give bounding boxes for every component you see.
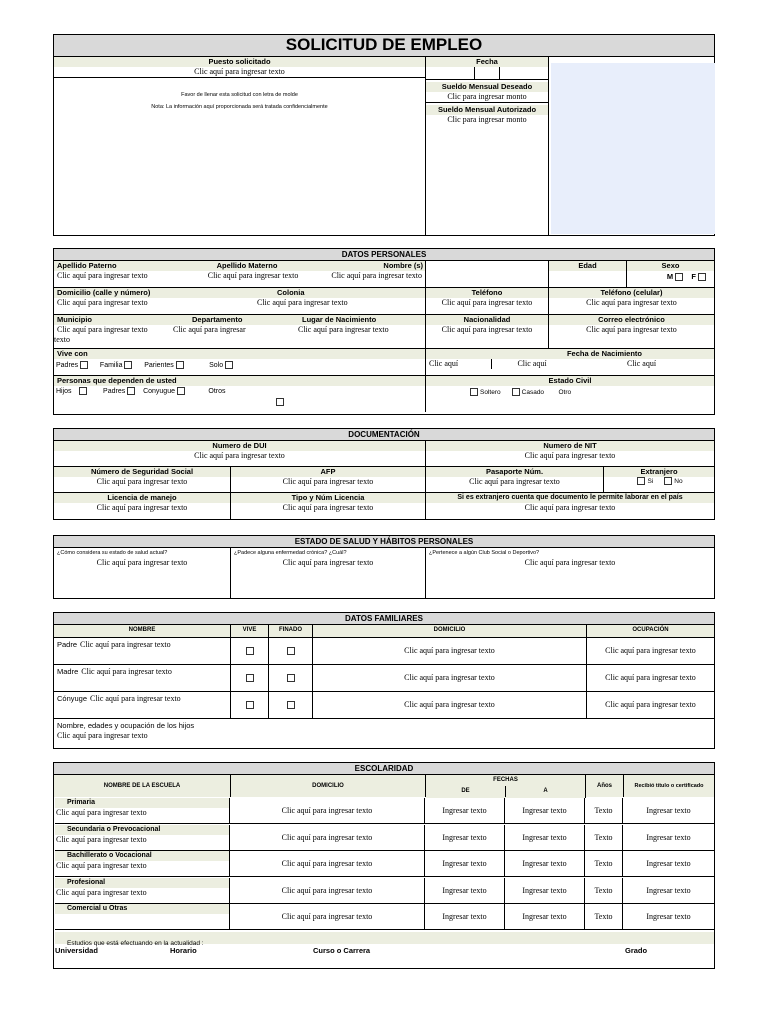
- extranjero-label: Extranjero: [604, 467, 714, 477]
- school-a-input[interactable]: Ingresar texto: [505, 851, 585, 876]
- col-anos: Años: [586, 775, 624, 797]
- school-de-input[interactable]: Ingresar texto: [425, 798, 505, 823]
- padre-vive-checkbox[interactable]: [246, 647, 254, 655]
- madre-ocupacion-input[interactable]: Clic aquí para ingresar texto: [605, 673, 696, 682]
- col-domicilio: DOMICILIO: [313, 625, 587, 637]
- col-vive: VIVE: [231, 625, 269, 637]
- section-title: ESCOLARIDAD: [54, 763, 714, 775]
- sueldo-autorizado-input[interactable]: Clic para ingresar monto: [447, 115, 527, 124]
- grado-label: Grado: [625, 946, 648, 955]
- madre-label: Madre: [57, 667, 79, 676]
- madre-domicilio-input[interactable]: Clic aquí para ingresar texto: [313, 665, 587, 691]
- padre-domicilio-input[interactable]: Clic aquí para ingresar texto: [313, 638, 587, 664]
- school-titulo-input[interactable]: Ingresar texto: [646, 806, 691, 815]
- correo-label: Correo electrónico: [549, 315, 714, 325]
- table-row: [55, 851, 714, 877]
- dependientes-label: Personas que dependen de usted: [54, 376, 425, 386]
- extranjero-no-checkbox[interactable]: [664, 477, 672, 485]
- padre-label: Padre: [57, 640, 78, 649]
- municipio-input[interactable]: Clic aquí para ingresar texto: [57, 325, 148, 334]
- salud-q2-label: ¿Padece alguna enfermedad crónica? ¿Cuál?: [234, 550, 347, 556]
- pasaporte-input[interactable]: Clic aquí para ingresar texto: [469, 477, 560, 486]
- domicilio-input[interactable]: Clic aquí para ingresar texto: [57, 298, 148, 307]
- col-escuela: NOMBRE DE LA ESCUELA: [54, 775, 231, 797]
- madre-vive-checkbox[interactable]: [246, 674, 254, 682]
- hijos-input[interactable]: Clic aquí para ingresar texto: [57, 731, 148, 740]
- section-title: DATOS FAMILIARES: [54, 613, 714, 625]
- estado-civil-label: Estado Civil: [426, 376, 714, 386]
- school-de-input[interactable]: Ingresar texto: [425, 825, 505, 850]
- dui-input[interactable]: Clic aquí para ingresar texto: [194, 451, 285, 460]
- seguro-label: Número de Seguridad Social: [54, 467, 230, 477]
- school-anos-input[interactable]: Texto: [585, 904, 623, 929]
- actualidad-row: [55, 945, 714, 959]
- vive-familia-checkbox[interactable]: [124, 361, 132, 369]
- dep-conyugue-checkbox[interactable]: [177, 387, 185, 395]
- school-a-input[interactable]: Ingresar texto: [505, 878, 585, 903]
- extranjero-options: Si No: [604, 477, 714, 487]
- colonia-label: Colonia: [277, 288, 305, 297]
- sexo-label: Sexo: [627, 261, 714, 271]
- section-title: DOCUMENTACIÓN: [54, 429, 714, 441]
- fecha-input[interactable]: [426, 67, 548, 80]
- correo-input[interactable]: Clic aquí para ingresar texto: [586, 325, 677, 334]
- padre-ocupacion-input[interactable]: Clic aquí para ingresar texto: [605, 646, 696, 655]
- section-title: ESTADO DE SALUD Y HÁBITOS PERSONALES: [54, 536, 714, 548]
- salud-q3-label: ¿Pertenece a algún Club Social o Deportivo?: [429, 550, 540, 556]
- dep-padres-checkbox[interactable]: [127, 387, 135, 395]
- school-a-input[interactable]: Ingresar texto: [505, 798, 585, 823]
- datos-personales-section: [53, 248, 715, 415]
- conyuge-finado-checkbox[interactable]: [287, 701, 295, 709]
- conyuge-input[interactable]: Clic aquí para ingresar texto: [90, 694, 181, 703]
- col-de: DE: [426, 786, 506, 797]
- vive-con-options: Padres Familia Parientes Solo: [54, 359, 425, 373]
- nacionalidad-input[interactable]: Clic aquí para ingresar texto: [441, 325, 533, 334]
- documentacion-section: [53, 428, 715, 520]
- tipo-licencia-label: Tipo y Núm Licencia: [231, 493, 425, 503]
- school-name-input[interactable]: Clic aquí para ingresar texto: [56, 887, 147, 897]
- school-level-label: Bachillerato o Vocacional: [55, 851, 229, 861]
- sueldo-deseado-input[interactable]: Clic para ingresar monto: [426, 92, 548, 103]
- school-anos-input[interactable]: Texto: [585, 825, 623, 850]
- col-nombre: NOMBRE: [54, 625, 231, 637]
- edad-label: Edad: [549, 261, 626, 271]
- school-de-input[interactable]: Ingresar texto: [425, 878, 505, 903]
- school-level-label: Profesional: [55, 878, 229, 888]
- curso-label: Curso o Carrera: [313, 946, 371, 955]
- familiares-section: [53, 612, 715, 749]
- table-row: [54, 638, 714, 665]
- school-anos-input[interactable]: Texto: [585, 851, 623, 876]
- table-row: [55, 798, 714, 824]
- school-titulo-input[interactable]: Ingresar texto: [646, 859, 691, 869]
- school-domicilio-input[interactable]: Clic aquí para ingresar texto: [230, 904, 425, 929]
- casado-checkbox[interactable]: [512, 388, 520, 396]
- table-row: [54, 692, 714, 719]
- school-name-input[interactable]: Clic aquí para ingresar texto: [56, 834, 147, 844]
- sexo-f-checkbox[interactable]: [698, 273, 706, 281]
- school-a-input[interactable]: Ingresar texto: [505, 825, 585, 850]
- sexo-m-checkbox[interactable]: [675, 273, 683, 281]
- dependientes-options: Hijos Padres Conyugue Otros: [56, 388, 226, 395]
- fecha-label: Fecha: [426, 57, 548, 67]
- school-titulo-input[interactable]: Ingresar texto: [646, 832, 691, 842]
- departamento-label: Departamento: [192, 315, 243, 324]
- salud-q1-input[interactable]: Clic aquí para ingresar texto: [96, 558, 188, 567]
- school-anos-input[interactable]: Texto: [585, 878, 623, 903]
- salud-q2-input[interactable]: Clic aquí para ingresar texto: [282, 558, 374, 567]
- padre-input[interactable]: Clic aquí para ingresar texto: [80, 640, 171, 649]
- dep-hijos-checkbox[interactable]: [79, 387, 87, 395]
- school-titulo-input[interactable]: Ingresar texto: [646, 885, 691, 895]
- telefono-input[interactable]: Clic aquí para ingresar texto: [441, 298, 533, 307]
- table-row: [55, 825, 714, 851]
- school-a-input[interactable]: Ingresar texto: [505, 904, 585, 929]
- school-level-label: Comercial u Otras: [55, 904, 229, 914]
- lugar-nacimiento-label: Lugar de Nacimiento: [302, 315, 377, 324]
- afp-input[interactable]: Clic aquí para ingresar texto: [282, 477, 374, 486]
- fecha-nacimiento-label: Fecha de Nacimiento: [426, 349, 714, 359]
- doc-extranjero-input[interactable]: Clic aquí para ingresar texto: [524, 503, 616, 512]
- celular-label: Teléfono (celular): [549, 288, 714, 298]
- doc-extranjero-label: Si es extranjero cuenta que documento le permite laborar en el país: [426, 493, 714, 503]
- conyuge-vive-checkbox[interactable]: [246, 701, 254, 709]
- school-de-input[interactable]: Ingresar texto: [425, 851, 505, 876]
- telefono-label: Teléfono: [426, 288, 548, 298]
- school-name-input[interactable]: Clic aquí para ingresar texto: [56, 808, 147, 817]
- nombres-label: Nombre (s): [383, 261, 423, 270]
- vive-parientes-checkbox[interactable]: [176, 361, 184, 369]
- sueldo-deseado-label: Sueldo Mensual Deseado: [426, 82, 548, 92]
- school-anos-input[interactable]: Texto: [585, 798, 623, 823]
- fecha-nac-dia[interactable]: Clic aquí: [429, 359, 492, 369]
- sueldo-autorizado-label: Sueldo Mensual Autorizado: [426, 105, 548, 115]
- school-domicilio-input[interactable]: Clic aquí para ingresar texto: [230, 825, 425, 850]
- apellido-materno-input[interactable]: Clic aquí para ingresar texto: [207, 271, 299, 280]
- table-row: [54, 665, 714, 692]
- pasaporte-label: Pasaporte Núm.: [426, 467, 603, 477]
- extranjero-si-checkbox[interactable]: [637, 477, 645, 485]
- conyuge-domicilio-input[interactable]: Clic aquí para ingresar texto: [313, 692, 587, 718]
- school-titulo-input[interactable]: Ingresar texto: [646, 912, 691, 922]
- nit-input[interactable]: Clic aquí para ingresar texto: [524, 451, 616, 460]
- salud-q3-input[interactable]: Clic aquí para ingresar texto: [524, 558, 616, 567]
- instruction-text: Favor de llenar esta solicitud con letra de molde: [181, 92, 298, 98]
- school-name-input[interactable]: Clic aquí para ingresar texto: [56, 861, 147, 871]
- nit-label: Numero de NIT: [426, 441, 714, 451]
- nacionalidad-label: Nacionalidad: [426, 315, 548, 325]
- padre-finado-checkbox[interactable]: [287, 647, 295, 655]
- form-title: SOLICITUD DE EMPLEO: [54, 35, 714, 57]
- table-row: [55, 904, 714, 930]
- actualidad-label: Estudios que está efectuando en la actualidad :: [67, 940, 204, 947]
- seguro-input[interactable]: Clic aquí para ingresar texto: [96, 477, 188, 486]
- puesto-label: Puesto solicitado: [54, 57, 425, 67]
- dep-otros-checkbox[interactable]: [276, 398, 284, 406]
- school-domicilio-input[interactable]: Clic aquí para ingresar texto: [230, 798, 425, 823]
- col-titulo: Recibió título o certificado: [624, 775, 714, 797]
- section-title: DATOS PERSONALES: [54, 249, 714, 261]
- lugar-nacimiento-input[interactable]: Clic aquí para ingresar texto: [298, 325, 389, 334]
- fecha-nac-mes[interactable]: Clic aquí: [517, 359, 547, 368]
- universidad-label: Universidad: [55, 946, 98, 955]
- salud-section: [53, 535, 715, 599]
- table-row: [55, 878, 714, 904]
- school-domicilio-input[interactable]: Clic aquí para ingresar texto: [230, 851, 425, 876]
- vive-solo-checkbox[interactable]: [225, 361, 233, 369]
- licencia-label: Licencia de manejo: [54, 493, 230, 503]
- col-fechas: FECHAS: [426, 775, 585, 786]
- school-level-label: Secundaria o Prevocacional: [55, 825, 229, 835]
- colonia-input[interactable]: Clic aquí para ingresar texto: [257, 298, 348, 307]
- school-domicilio-input[interactable]: Clic aquí para ingresar texto: [230, 878, 425, 903]
- licencia-input[interactable]: Clic aquí para ingresar texto: [96, 503, 188, 512]
- photo-area[interactable]: [551, 63, 715, 234]
- municipio-label: Municipio: [57, 315, 92, 324]
- afp-label: AFP: [231, 467, 425, 477]
- nombres-input[interactable]: Clic aquí para ingresar texto: [331, 271, 422, 280]
- school-level-label: Primaria: [55, 798, 229, 808]
- col-ocupacion: OCUPACIÓN: [587, 625, 714, 637]
- actualidad-bar: [55, 932, 714, 947]
- conyuge-ocupacion-input[interactable]: Clic aquí para ingresar texto: [605, 700, 696, 709]
- hijos-label: Nombre, edades y ocupación de los hijos: [57, 721, 195, 730]
- departamento-input[interactable]: Clic aquí para ingresar: [173, 325, 246, 334]
- celular-input[interactable]: Clic aquí para ingresar texto: [586, 298, 677, 307]
- apellido-paterno-input[interactable]: Clic aquí para ingresar texto: [57, 271, 148, 280]
- madre-input[interactable]: Clic aquí para ingresar texto: [81, 667, 172, 676]
- wrap-text: texto: [54, 335, 70, 344]
- apellido-paterno-label: Apellido Paterno: [57, 261, 117, 270]
- sexo-options: M F: [627, 271, 714, 283]
- estado-civil-options: Soltero Casado Otro: [426, 386, 714, 400]
- col-finado: FINADO: [269, 625, 313, 637]
- soltero-checkbox[interactable]: [470, 388, 478, 396]
- salud-q1-label: ¿Cómo considera su estado de salud actual?: [57, 550, 168, 556]
- horario-label: Horario: [170, 946, 197, 955]
- dui-label: Numero de DUI: [54, 441, 425, 451]
- school-de-input[interactable]: Ingresar texto: [425, 904, 505, 929]
- apellido-materno-label: Apellido Materno: [216, 261, 278, 270]
- vive-con-label: Vive con: [54, 349, 425, 359]
- col-domicilio: DOMICILIO: [231, 775, 426, 797]
- tipo-licencia-input[interactable]: Clic aquí para ingresar texto: [282, 503, 374, 512]
- fecha-nac-ano[interactable]: Clic aquí: [626, 359, 657, 368]
- domicilio-label: Domicilio (calle y número): [57, 288, 151, 297]
- vive-padres-checkbox[interactable]: [80, 361, 88, 369]
- col-a: A: [506, 786, 585, 797]
- conyuge-label: Cónyuge: [57, 694, 88, 703]
- confidential-note: Nota: La información aquí proporcionada será tratada confidencialmente: [151, 104, 328, 110]
- madre-finado-checkbox[interactable]: [287, 674, 295, 682]
- puesto-input[interactable]: Clic aquí para ingresar texto: [54, 67, 425, 78]
